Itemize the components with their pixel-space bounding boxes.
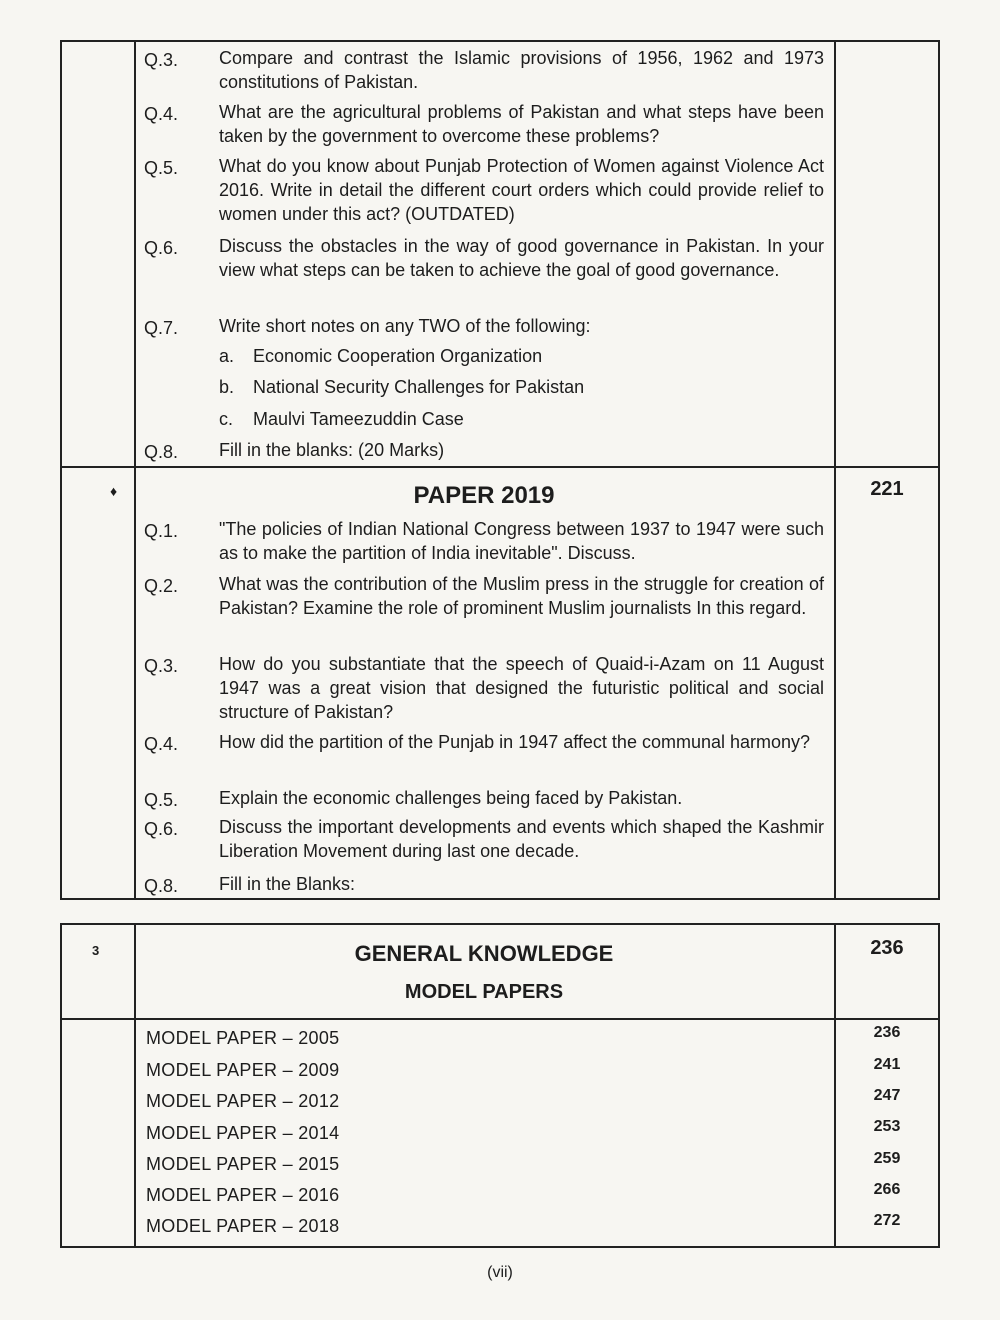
question-item: [144, 517, 824, 565]
subitem-letter: b.: [219, 377, 235, 397]
row-divider: [62, 466, 938, 468]
question-text: Discuss the obstacles in the way of good governance in Pakistan. In your view what steps can be taken to achieve the goal of good governance.: [219, 236, 824, 280]
model-paper-page: 247: [873, 1087, 901, 1104]
model-paper-label: MODEL PAPER – 2018: [146, 1216, 340, 1236]
subitem: [219, 344, 542, 368]
model-paper-label: MODEL PAPER – 2015: [146, 1154, 340, 1174]
question-item: [144, 730, 824, 754]
question-number: Q.1.: [144, 521, 179, 541]
subitem-letter: a.: [219, 346, 235, 366]
question-text: What was the contribution of the Muslim press in the struggle for creation of Pakistan? Examine the role of prominent Muslim journalists In this regard.: [219, 574, 824, 618]
question-item: [144, 234, 824, 282]
question-number: Q.6.: [144, 819, 179, 839]
paper-title: PAPER 2019: [413, 482, 555, 509]
question-item: [144, 46, 824, 94]
question-text: Fill in the blanks: (20 Marks): [219, 440, 445, 460]
model-paper-label: MODEL PAPER – 2016: [146, 1185, 340, 1205]
question-item: [144, 872, 824, 896]
model-paper-label: MODEL PAPER – 2009: [146, 1060, 340, 1080]
section-number: 3: [92, 943, 100, 958]
subitem-text: Maulvi Tameezuddin Case: [253, 409, 464, 429]
model-paper-page: 266: [873, 1181, 901, 1198]
question-text: What do you know about Punjab Protection of Women against Violence Act 2016. Write in detail the different court orders which could provide relief to women under this act? (OUTDATED): [219, 156, 824, 224]
model-paper-page: 236: [873, 1024, 901, 1041]
question-number: Q.4.: [144, 104, 179, 124]
page-number: 236: [870, 937, 904, 959]
question-text: Compare and contrast the Islamic provisions of 1956, 1962 and 1973 constitutions of Pakistan.: [219, 48, 824, 92]
question-text: How do you substantiate that the speech of Quaid-i-Azam on 11 August 1947 was a great vision that designed the futuristic political and social structure of Pakistan?: [219, 654, 824, 722]
question-item: [144, 154, 824, 226]
question-item: [144, 572, 824, 620]
question-text: Discuss the important developments and events which shaped the Kashmir Liberation Movement during last one decade.: [219, 817, 824, 861]
model-paper-page: 253: [873, 1118, 901, 1135]
question-item: [144, 438, 824, 462]
question-text: What are the agricultural problems of Pakistan and what steps have been taken by the government to overcome these problems?: [219, 102, 824, 146]
row-divider: [62, 1018, 938, 1020]
page-number: 221: [870, 478, 904, 500]
section-title: GENERAL KNOWLEDGE: [354, 941, 614, 966]
model-paper-label: MODEL PAPER – 2014: [146, 1123, 340, 1143]
model-paper-label: MODEL PAPER – 2012: [146, 1091, 340, 1111]
subitem-text: Economic Cooperation Organization: [253, 346, 543, 366]
question-number: Q.3.: [144, 50, 179, 70]
question-number: Q.6.: [144, 238, 179, 258]
model-paper-label: MODEL PAPER – 2005: [146, 1028, 340, 1048]
section-subtitle: MODEL PAPERS: [404, 981, 564, 1003]
diamond-bullet-icon: ♦: [110, 483, 118, 499]
question-number: Q.8.: [144, 876, 179, 896]
subitem-text: National Security Challenges for Pakistan: [253, 377, 585, 397]
question-item: [144, 314, 824, 338]
model-paper-page: 259: [873, 1150, 901, 1167]
model-paper-page: 241: [873, 1056, 901, 1073]
subitem-letter: c.: [219, 409, 234, 429]
question-item: [144, 652, 824, 724]
question-number: Q.2.: [144, 576, 179, 596]
subitem: [219, 375, 584, 399]
question-number: Q.5.: [144, 158, 179, 178]
model-paper-page: 272: [873, 1212, 901, 1229]
page-footer-number: (vii): [487, 1264, 513, 1281]
contents-table-general-knowledge: [60, 923, 940, 1248]
column-divider: [134, 925, 136, 1246]
question-number: Q.8.: [144, 442, 179, 462]
question-item: [144, 815, 824, 863]
question-item: [144, 100, 824, 148]
column-divider: [834, 42, 836, 898]
question-number: Q.5.: [144, 790, 179, 810]
contents-table-pakistan-affairs: [60, 40, 940, 900]
subitem: [219, 407, 464, 431]
question-text: Fill in the Blanks:: [219, 874, 356, 894]
question-text: Explain the economic challenges being faced by Pakistan.: [219, 788, 683, 808]
column-divider: [134, 42, 136, 898]
question-text: How did the partition of the Punjab in 1947 affect the communal harmony?: [219, 732, 811, 752]
question-text: "The policies of Indian National Congress between 1937 to 1947 were such as to make the partition of India inevitable". Discuss.: [219, 519, 824, 563]
question-number: Q.7.: [144, 318, 179, 338]
question-item: [144, 786, 824, 810]
question-text: Write short notes on any TWO of the following:: [219, 316, 591, 336]
question-number: Q.3.: [144, 656, 179, 676]
question-number: Q.4.: [144, 734, 179, 754]
